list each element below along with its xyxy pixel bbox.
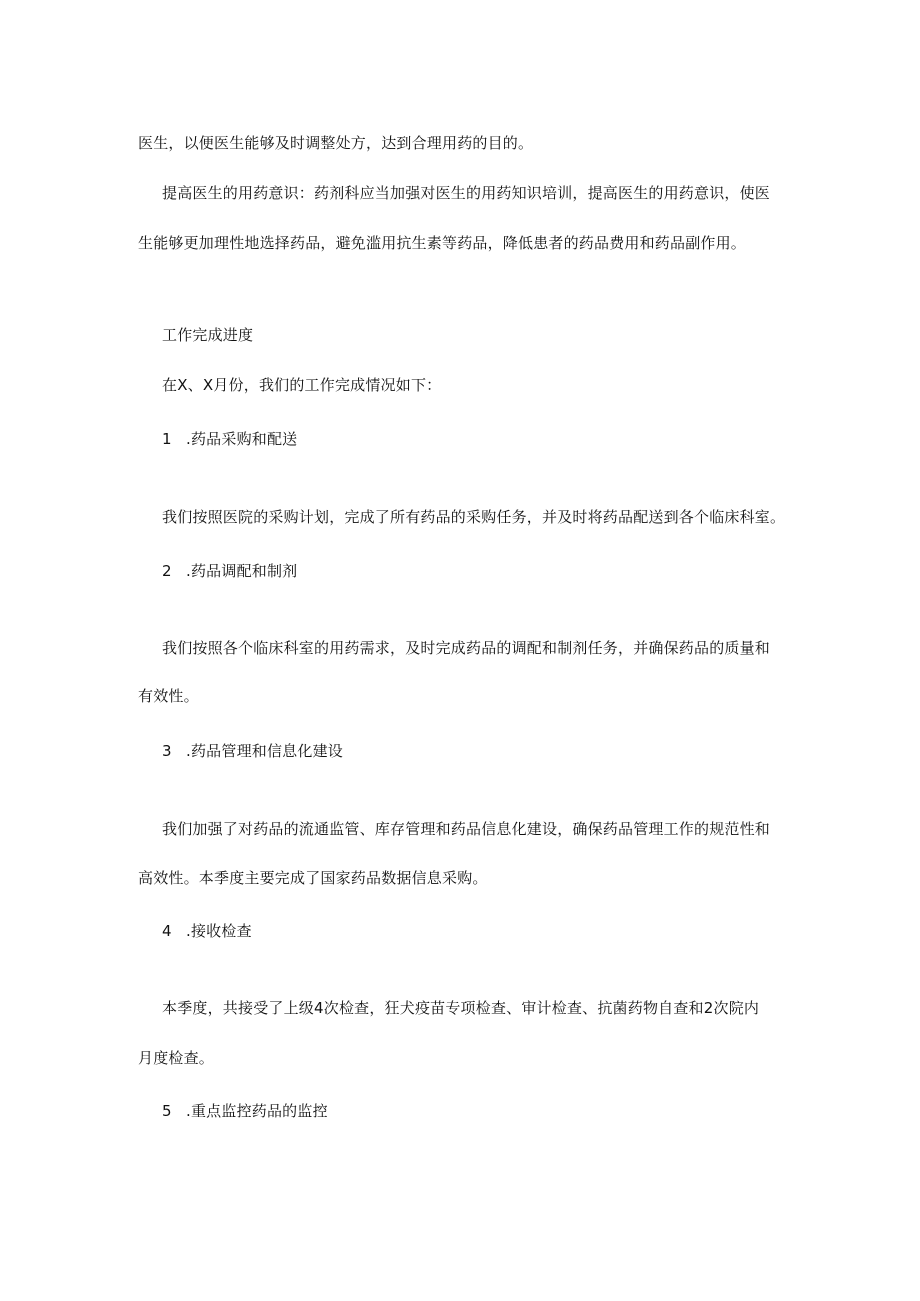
list-item-title: .接收检查 (186, 922, 252, 940)
paragraph-line: 月度检查。 (138, 1049, 215, 1067)
paragraph-line: 我们加强了对药品的流通监管、库存管理和药品信息化建设，确保药品管理工作的规范性和 (162, 820, 771, 838)
section-title: 工作完成进度 (162, 326, 254, 344)
list-item-number: 5 (162, 1102, 172, 1120)
paragraph-line: 有效性。 (138, 687, 199, 705)
list-item-number: 2 (162, 562, 172, 580)
paragraph-line: 生能够更加理性地选择药品，避免滥用抗生素等药品，降低患者的药品费用和药品副作用。 (138, 234, 747, 252)
paragraph-line: 高效性。本季度主要完成了国家药品数据信息采购。 (138, 869, 488, 887)
list-item-title: .药品调配和制剂 (186, 562, 298, 580)
list-item-heading (162, 741, 343, 761)
list-item-heading (162, 429, 297, 449)
intro-paragraph: 在X、X月份，我们的工作完成情况如下： (162, 376, 442, 394)
paragraph-line: 我们按照各个临床科室的用药需求，及时完成药品的调配和制剂任务，并确保药品的质量和 (162, 639, 771, 657)
list-item-title: .药品采购和配送 (186, 430, 298, 448)
list-item-heading (162, 561, 297, 581)
list-item-title: .药品管理和信息化建设 (186, 742, 343, 760)
paragraph-line: 本季度，共接受了上级4次检查，狂犬疫苗专项检查、审计检查、抗菌药物自查和2次院内 (162, 999, 760, 1017)
list-item-number: 1 (162, 430, 172, 448)
list-item-title: .重点监控药品的监控 (186, 1102, 328, 1120)
list-item-heading (162, 921, 252, 941)
paragraph-line: 我们按照医院的采购计划，完成了所有药品的采购任务，并及时将药品配送到各个临床科室。 (162, 508, 786, 526)
paragraph-line: 提高医生的用药意识：药剂科应当加强对医生的用药知识培训，提高医生的用药意识，使医 (162, 184, 771, 202)
list-item-number: 4 (162, 922, 172, 940)
list-item-heading (162, 1101, 328, 1121)
paragraph-continuation: 医生，以便医生能够及时调整处方，达到合理用药的目的。 (138, 134, 534, 152)
list-item-number: 3 (162, 742, 172, 760)
